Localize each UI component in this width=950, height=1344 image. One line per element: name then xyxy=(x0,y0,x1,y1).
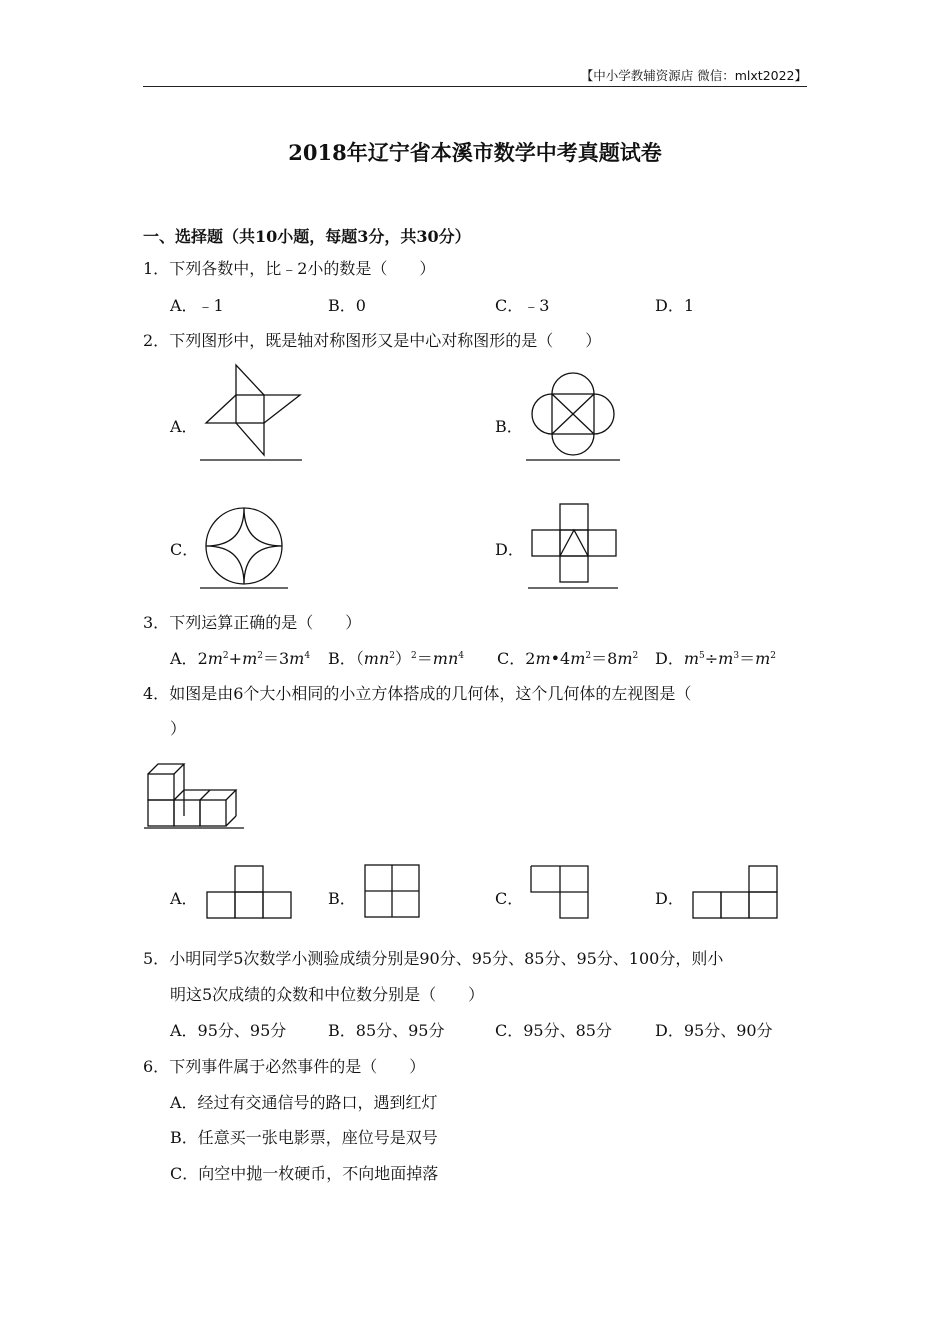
question-text: 如图是由6个大小相同的小立方体搭成的几何体，这个几何体的左视图是（ xyxy=(169,684,692,703)
arc-top xyxy=(552,373,594,394)
arc-right xyxy=(594,394,614,434)
question-number: 1． xyxy=(143,259,170,278)
square xyxy=(263,892,291,918)
square xyxy=(588,530,616,556)
math-text: 2 xyxy=(197,649,208,668)
section-heading: 一、选择题（共10小题，每题3分，共30分） xyxy=(143,227,471,246)
q3-option-a xyxy=(170,648,310,670)
square xyxy=(560,530,588,556)
triangle-right xyxy=(264,395,300,423)
option-label: B． xyxy=(328,649,356,668)
math-text: ＝ xyxy=(416,649,433,668)
question-number: 3． xyxy=(143,613,170,632)
option-label: A． xyxy=(170,649,198,668)
q4-cube-figure xyxy=(144,754,248,832)
question-number: 6． xyxy=(143,1057,170,1076)
math-var: m xyxy=(755,649,771,668)
math-text: •4 xyxy=(550,649,571,668)
cube-face xyxy=(148,774,174,800)
cube-edge xyxy=(174,790,184,800)
cube-top xyxy=(148,764,184,774)
question-text: 下列图形中，既是轴对称图形又是中心对称图形的是（ ） xyxy=(169,331,602,350)
square xyxy=(560,556,588,582)
question-number: 2． xyxy=(143,331,170,350)
q2-option-c-label: C． xyxy=(170,540,199,559)
q1-option-b: B．0 xyxy=(328,296,366,315)
exponent: 4 xyxy=(304,651,311,661)
q1-option-c: C．﹣3 xyxy=(495,296,550,315)
exponent: 3 xyxy=(733,651,740,661)
q3-option-c xyxy=(497,648,638,670)
math-var: m xyxy=(718,649,734,668)
q4-figure-d xyxy=(692,866,782,922)
exponent: 5 xyxy=(699,651,705,661)
page-title: 2018年辽宁省本溪市数学中考真题试卷 xyxy=(288,140,662,165)
math-text: ÷ xyxy=(704,649,719,668)
q4-option-a-label: A． xyxy=(170,889,198,908)
q4-figure-b xyxy=(364,864,424,922)
exponent: 2 xyxy=(770,651,776,661)
source-header: 【中小学教辅资源店 微信：mlxt2022】 xyxy=(580,68,807,83)
question-text: 下列运算正确的是（ ） xyxy=(169,613,362,632)
math-var: m xyxy=(570,649,586,668)
arc-bottom xyxy=(552,434,594,455)
q5-option-c: C．95分、85分 xyxy=(495,1021,612,1040)
question-3 xyxy=(143,612,361,634)
q4-option-d-label: D． xyxy=(655,889,684,908)
exponent: 2 xyxy=(389,651,395,661)
cube-face xyxy=(200,800,226,826)
math-var: m xyxy=(289,649,305,668)
square xyxy=(235,892,263,918)
q1-option-a: A．﹣1 xyxy=(170,296,224,315)
exponent: 2 xyxy=(257,651,263,661)
triangle xyxy=(560,530,588,556)
q2-figure-c xyxy=(200,506,290,590)
q5-option-b: B．85分、95分 xyxy=(328,1021,445,1040)
math-var: m xyxy=(683,649,700,668)
square xyxy=(235,866,263,892)
math-var: m xyxy=(207,649,223,668)
q2-figure-a xyxy=(200,365,304,463)
square xyxy=(236,395,264,423)
math-text: + xyxy=(228,649,243,668)
cube-top xyxy=(184,790,236,800)
q3-option-d xyxy=(655,648,776,670)
triangle-bottom xyxy=(236,423,264,455)
exponent: 2 xyxy=(411,651,417,661)
question-1 xyxy=(143,258,435,280)
math-var: m xyxy=(535,649,551,668)
q2-figure-b xyxy=(526,372,622,464)
q4-figure-c xyxy=(530,866,592,922)
q6-option-c: C．向空中抛一枚硬币，不向地面掉落 xyxy=(170,1164,439,1183)
q2-option-d-label: D． xyxy=(495,540,524,559)
q6-option-a: A．经过有交通信号的路口，遇到红灯 xyxy=(170,1093,438,1112)
q4-option-b-label: B． xyxy=(328,889,356,908)
question-text: 下列事件属于必然事件的是（ ） xyxy=(169,1057,426,1076)
question-2 xyxy=(143,330,601,352)
q1-option-d: D．1 xyxy=(655,296,695,315)
square xyxy=(749,866,777,892)
square xyxy=(749,892,777,918)
question-text: 小明同学5次数学小测验成绩分别是90分、95分、85分、95分、100分，则小 xyxy=(169,949,724,968)
header-divider xyxy=(143,86,807,87)
math-text: ＝8 xyxy=(591,649,618,668)
math-text: （ xyxy=(355,649,364,668)
square xyxy=(560,504,588,530)
q2-option-a-label: A． xyxy=(170,417,198,436)
exponent: 2 xyxy=(222,651,229,661)
cube-face xyxy=(148,800,174,826)
q5-option-d: D．95分、90分 xyxy=(655,1021,773,1040)
question-4 xyxy=(143,683,691,705)
exponent: 2 xyxy=(632,651,639,661)
triangle-left xyxy=(206,395,236,423)
triangle-top xyxy=(236,365,264,395)
arc-left xyxy=(532,394,552,434)
math-text: ） xyxy=(395,649,412,668)
math-text: 2 xyxy=(525,649,536,668)
square xyxy=(532,530,560,556)
question-4-line2: ） xyxy=(170,719,187,738)
square xyxy=(207,892,235,918)
math-text: ＝ xyxy=(739,649,756,668)
question-number: 4． xyxy=(143,684,170,703)
q4-figure-a xyxy=(206,866,294,922)
question-6 xyxy=(143,1056,425,1078)
square xyxy=(721,892,749,918)
math-var: m xyxy=(242,649,258,668)
math-var: m xyxy=(617,649,633,668)
q2-figure-d xyxy=(528,504,620,590)
option-label: D． xyxy=(655,649,684,668)
cube-face xyxy=(174,800,200,826)
math-text: ＝3 xyxy=(262,649,290,668)
circle xyxy=(206,508,282,584)
question-5 xyxy=(143,948,723,970)
q4-option-c-label: C． xyxy=(495,889,524,908)
question-text: 下列各数中，比﹣2小的数是（ ） xyxy=(169,259,436,278)
question-number: 5． xyxy=(143,949,170,968)
math-var: mn xyxy=(363,649,390,668)
exponent: 4 xyxy=(458,651,464,661)
q2-option-b-label: B． xyxy=(495,417,523,436)
cube-edge xyxy=(226,816,236,826)
question-5-line2: 明这5次成绩的众数和中位数分别是（ ） xyxy=(170,985,485,1004)
square xyxy=(693,892,721,918)
option-label: C． xyxy=(497,649,526,668)
exponent: 2 xyxy=(585,651,592,661)
q3-option-b xyxy=(328,648,464,670)
cube-edge xyxy=(200,790,210,800)
q6-option-b: B．任意买一张电影票，座位号是双号 xyxy=(170,1128,438,1147)
q5-option-a: A．95分、95分 xyxy=(170,1021,287,1040)
math-var: mn xyxy=(432,649,459,668)
